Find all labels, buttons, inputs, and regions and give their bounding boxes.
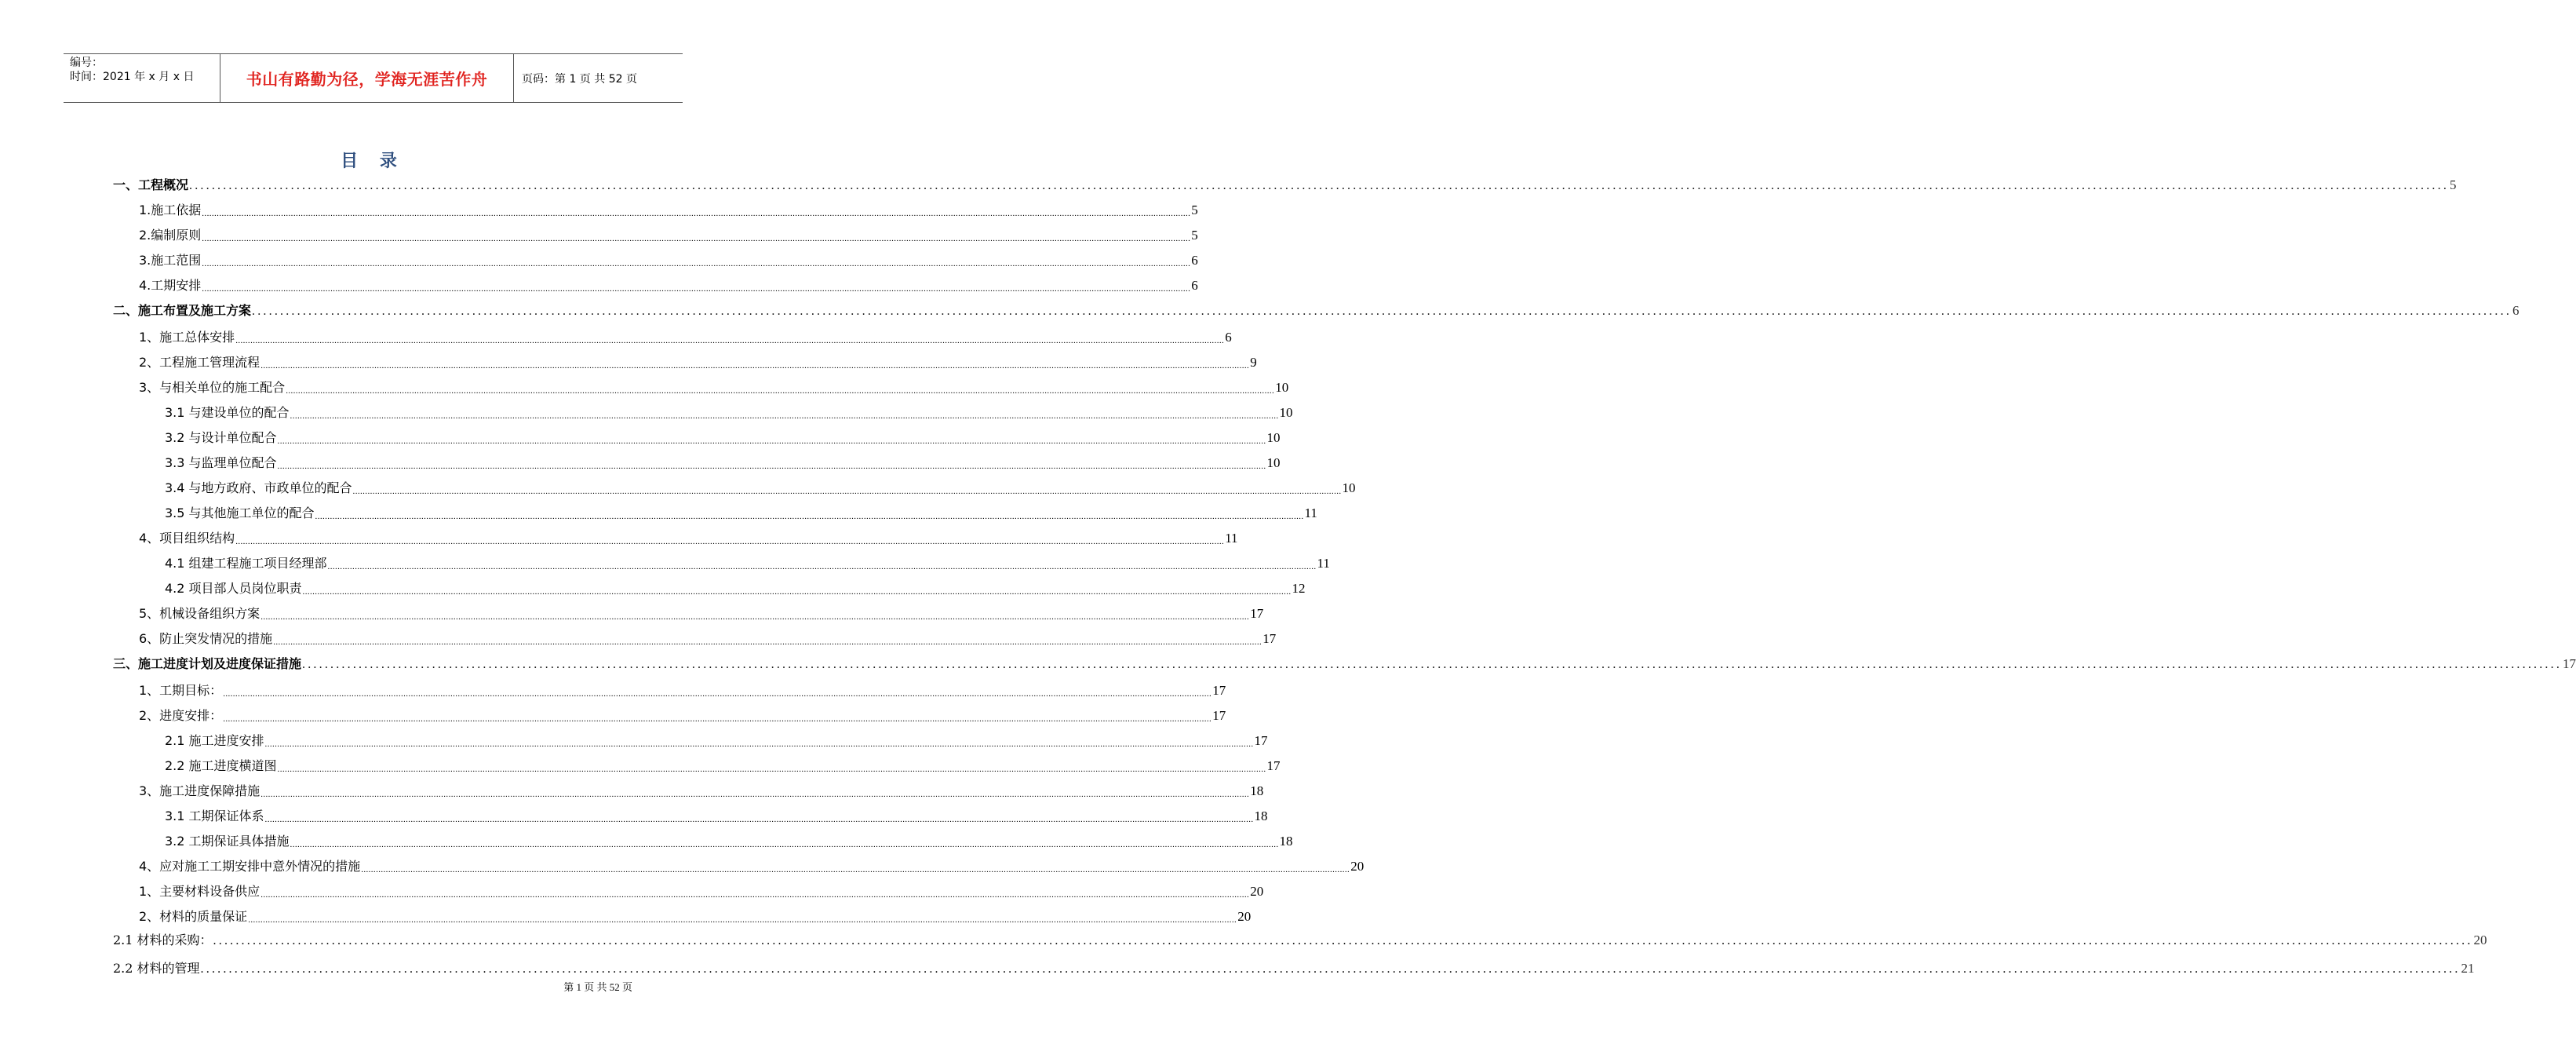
toc-entry[interactable] <box>139 879 1264 900</box>
toc-entry-label: 2.1 材料的采购： <box>113 933 213 947</box>
toc-entry-page: 10 <box>1342 480 1356 495</box>
toc-entry-page: 11 <box>1317 556 1330 571</box>
toc-entry[interactable] <box>139 526 1238 546</box>
toc-entry-page: 11 <box>1304 506 1317 520</box>
toc-entry-page: 10 <box>1266 455 1281 470</box>
toc-entry-label: 3.4 与地方政府、市政单位的配合 <box>165 480 352 495</box>
toc-leader-dots: ................................................................................................................................................................................................................................................................................................................................................................................................................ <box>327 562 1317 571</box>
header-meta <box>64 54 220 102</box>
toc-entry-page: 18 <box>1250 783 1264 798</box>
toc-leader-dots: ................................................................................................................................................................................................................................................................................................................................................................................................................ <box>290 411 1279 421</box>
toc-leader-dots: ................................................................................................................................................................................................................................................................................................................................................................................................................ <box>315 512 1304 521</box>
toc-entry-label: 1.施工依据 <box>139 203 202 217</box>
toc-entry[interactable] <box>139 325 1232 345</box>
toc-leader-dots: ................................................................................................................................................................................................................................................................................................................................................................................................................ <box>189 179 2450 192</box>
toc-leader-dots: ................................................................................................................................................................................................................................................................................................................................................................................................................ <box>200 962 2461 976</box>
toc-entry-page: 20 <box>2473 933 2487 947</box>
toc-entry-label: 3.2 与设计单位配合 <box>165 430 277 445</box>
toc-entry-page: 10 <box>1279 405 1293 420</box>
header-time: 时间：2021 年 x 月 x 日 <box>70 71 195 83</box>
toc-leader-dots: ................................................................................................................................................................................................................................................................................................................................................................................................................ <box>202 209 1191 218</box>
toc-leader-dots: ................................................................................................................................................................................................................................................................................................................................................................................................................ <box>352 487 1342 496</box>
header-motto-cell <box>220 54 514 102</box>
toc-entry-page: 18 <box>1279 834 1293 849</box>
toc-entry[interactable] <box>139 703 1226 724</box>
toc-entry-label: 4.2 项目部人员岗位职责 <box>165 581 302 596</box>
toc-entry-page: 5 <box>1191 228 1198 243</box>
toc-leader-dots: ................................................................................................................................................................................................................................................................................................................................................................................................................ <box>286 386 1275 396</box>
toc-entry-page: 6 <box>1225 330 1232 345</box>
toc-entry[interactable] <box>113 652 2576 672</box>
toc-entry-page: 21 <box>2461 961 2475 976</box>
toc-entry-page: 12 <box>1292 581 1306 596</box>
toc-entry[interactable] <box>165 829 1293 849</box>
toc-leader-dots: ................................................................................................................................................................................................................................................................................................................................................................................................................ <box>261 612 1250 622</box>
header-motto: 书山有路勤为径，学海无涯苦作舟 <box>246 70 488 89</box>
toc-leader-dots: ................................................................................................................................................................................................................................................................................................................................................................................................................ <box>290 840 1279 849</box>
toc-entry-label: 3、与相关单位的施工配合 <box>139 380 286 395</box>
toc-entry-page: 17 <box>2563 656 2576 671</box>
toc-entry-label: 6、防止突发情况的措施 <box>139 631 273 646</box>
toc-entry-page: 18 <box>1254 809 1268 823</box>
toc-title: 目 录 <box>341 151 405 171</box>
toc-entry[interactable] <box>139 223 1198 243</box>
toc-entry-label: 2.2 施工进度横道图 <box>165 758 277 773</box>
toc-entry-label: 三、施工进度计划及进度保证措施 <box>113 656 302 671</box>
toc-entry-label: 二、施工布置及施工方案 <box>113 303 252 318</box>
toc-entry-page: 17 <box>1262 631 1277 646</box>
toc-entry[interactable] <box>165 728 1268 749</box>
toc-entry[interactable] <box>139 273 1198 294</box>
toc-leader-dots: ................................................................................................................................................................................................................................................................................................................................................................................................................ <box>277 436 1266 446</box>
toc-entry[interactable] <box>165 476 1356 496</box>
toc-entry[interactable] <box>139 198 1198 218</box>
toc-leader-dots: ................................................................................................................................................................................................................................................................................................................................................................................................................ <box>264 815 1254 824</box>
toc-entry-page: 6 <box>1191 278 1198 293</box>
toc-leader-dots: ................................................................................................................................................................................................................................................................................................................................................................................................................ <box>252 305 2512 318</box>
toc-entry[interactable] <box>113 956 2475 977</box>
toc-entry-page: 9 <box>1250 355 1257 370</box>
toc-entry[interactable] <box>165 804 1268 824</box>
toc-entry[interactable] <box>139 779 1264 799</box>
toc-entry-label: 5、机械设备组织方案 <box>139 606 261 621</box>
toc-leader-dots: ................................................................................................................................................................................................................................................................................................................................................................................................................ <box>261 790 1250 799</box>
toc-entry-label: 2、工程施工管理流程 <box>139 355 261 370</box>
toc-entry-page: 17 <box>1254 733 1268 748</box>
toc-entry[interactable] <box>165 425 1281 446</box>
toc-entry-page: 17 <box>1212 683 1226 698</box>
toc-leader-dots: ................................................................................................................................................................................................................................................................................................................................................................................................................ <box>235 336 1225 345</box>
toc-entry-label: 3.5 与其他施工单位的配合 <box>165 506 315 520</box>
toc-entry[interactable] <box>139 350 1257 371</box>
toc-entry-page: 17 <box>1266 758 1281 773</box>
toc-entry-label: 2.1 施工进度安排 <box>165 733 264 748</box>
toc-leader-dots: ................................................................................................................................................................................................................................................................................................................................................................................................................ <box>223 689 1212 699</box>
toc-entry-page: 17 <box>1250 606 1264 621</box>
toc-leader-dots: ................................................................................................................................................................................................................................................................................................................................................................................................................ <box>202 234 1191 243</box>
toc-leader-dots: ................................................................................................................................................................................................................................................................................................................................................................................................................ <box>202 284 1191 294</box>
toc-entry-label: 1、主要材料设备供应 <box>139 884 261 899</box>
toc-entry-label: 1、工期目标： <box>139 683 223 698</box>
toc-entry-page: 5 <box>2450 177 2457 192</box>
toc-entry-label: 2、材料的质量保证 <box>139 909 248 924</box>
toc-entry-label: 2、进度安排： <box>139 708 223 723</box>
toc-leader-dots: ................................................................................................................................................................................................................................................................................................................................................................................................................ <box>213 934 2473 947</box>
toc-entry[interactable] <box>139 626 1277 647</box>
toc-leader-dots: ................................................................................................................................................................................................................................................................................................................................................................................................................ <box>277 765 1266 774</box>
toc-leader-dots: ................................................................................................................................................................................................................................................................................................................................................................................................................ <box>277 462 1266 471</box>
toc-entry-label: 3.2 工期保证具体措施 <box>165 834 290 849</box>
toc-entry[interactable] <box>113 173 2457 193</box>
toc-entry[interactable] <box>165 451 1281 471</box>
toc-entry-label: 2.编制原则 <box>139 228 202 243</box>
toc-entry[interactable] <box>139 854 1365 874</box>
toc-entry[interactable] <box>139 601 1264 622</box>
toc-entry-label: 2.2 材料的管理 <box>113 961 200 976</box>
toc-entry-page: 5 <box>1191 203 1198 217</box>
document-header <box>64 53 683 103</box>
toc-entry-label: 一、工程概况 <box>113 177 189 192</box>
header-code: 编号： <box>70 57 103 69</box>
toc-entry-label: 3.3 与监理单位配合 <box>165 455 277 470</box>
toc-entry-page: 10 <box>1275 380 1289 395</box>
toc-entry-label: 3、施工进度保障措施 <box>139 783 261 798</box>
toc-entry[interactable] <box>139 678 1226 699</box>
toc-leader-dots: ................................................................................................................................................................................................................................................................................................................................................................................................................ <box>248 915 1237 925</box>
toc-entry-label: 3.1 工期保证体系 <box>165 809 264 823</box>
toc-leader-dots: ................................................................................................................................................................................................................................................................................................................................................................................................................ <box>361 865 1350 874</box>
header-page-info: 页码：第 1 页 共 52 页 <box>522 72 637 86</box>
toc-entry[interactable] <box>139 375 1289 396</box>
toc-leader-dots: ................................................................................................................................................................................................................................................................................................................................................................................................................ <box>202 259 1191 268</box>
toc-leader-dots: ................................................................................................................................................................................................................................................................................................................................................................................................................ <box>302 587 1292 597</box>
toc-entry-page: 20 <box>1237 909 1252 924</box>
toc-entry[interactable] <box>165 551 1330 571</box>
toc-leader-dots: ................................................................................................................................................................................................................................................................................................................................................................................................................ <box>235 537 1225 546</box>
toc-leader-dots: ................................................................................................................................................................................................................................................................................................................................................................................................................ <box>264 739 1254 749</box>
toc-entry-label: 4.1 组建工程施工项目经理部 <box>165 556 327 571</box>
toc-leader-dots: ................................................................................................................................................................................................................................................................................................................................................................................................................ <box>223 714 1212 724</box>
toc-entry-page: 6 <box>1191 253 1198 268</box>
toc-entry[interactable] <box>165 754 1281 774</box>
toc-entry-label: 3.施工范围 <box>139 253 202 268</box>
toc-entry-page: 17 <box>1212 708 1226 723</box>
toc-entry-label: 4、项目组织结构 <box>139 531 235 546</box>
toc-entry[interactable] <box>165 576 1306 597</box>
toc-entry-page: 11 <box>1225 531 1238 546</box>
toc-leader-dots: ................................................................................................................................................................................................................................................................................................................................................................................................................ <box>261 890 1250 900</box>
toc-entry[interactable] <box>113 928 2487 948</box>
toc-leader-dots: ................................................................................................................................................................................................................................................................................................................................................................................................................ <box>261 361 1250 371</box>
toc-entry-page: 10 <box>1266 430 1281 445</box>
toc-entry-page: 20 <box>1250 884 1264 899</box>
toc-entry-label: 1、施工总体安排 <box>139 330 235 345</box>
toc-entry-page: 20 <box>1350 859 1365 874</box>
toc-leader-dots: ................................................................................................................................................................................................................................................................................................................................................................................................................ <box>302 658 2563 671</box>
toc-entry[interactable] <box>165 400 1293 421</box>
toc-entry-page: 6 <box>2512 303 2520 318</box>
toc-entry-label: 4.工期安排 <box>139 278 202 293</box>
toc-entry-label: 3.1 与建设单位的配合 <box>165 405 290 420</box>
toc-leader-dots: ................................................................................................................................................................................................................................................................................................................................................................................................................ <box>273 637 1262 647</box>
toc-entry[interactable] <box>113 298 2520 319</box>
toc-entry[interactable] <box>139 904 1252 925</box>
page-footer: 第 1 页 共 52 页 <box>563 981 632 993</box>
toc-entry[interactable] <box>139 248 1198 268</box>
toc-entry[interactable] <box>165 501 1317 521</box>
toc-entry-label: 4、应对施工工期安排中意外情况的措施 <box>139 859 361 874</box>
